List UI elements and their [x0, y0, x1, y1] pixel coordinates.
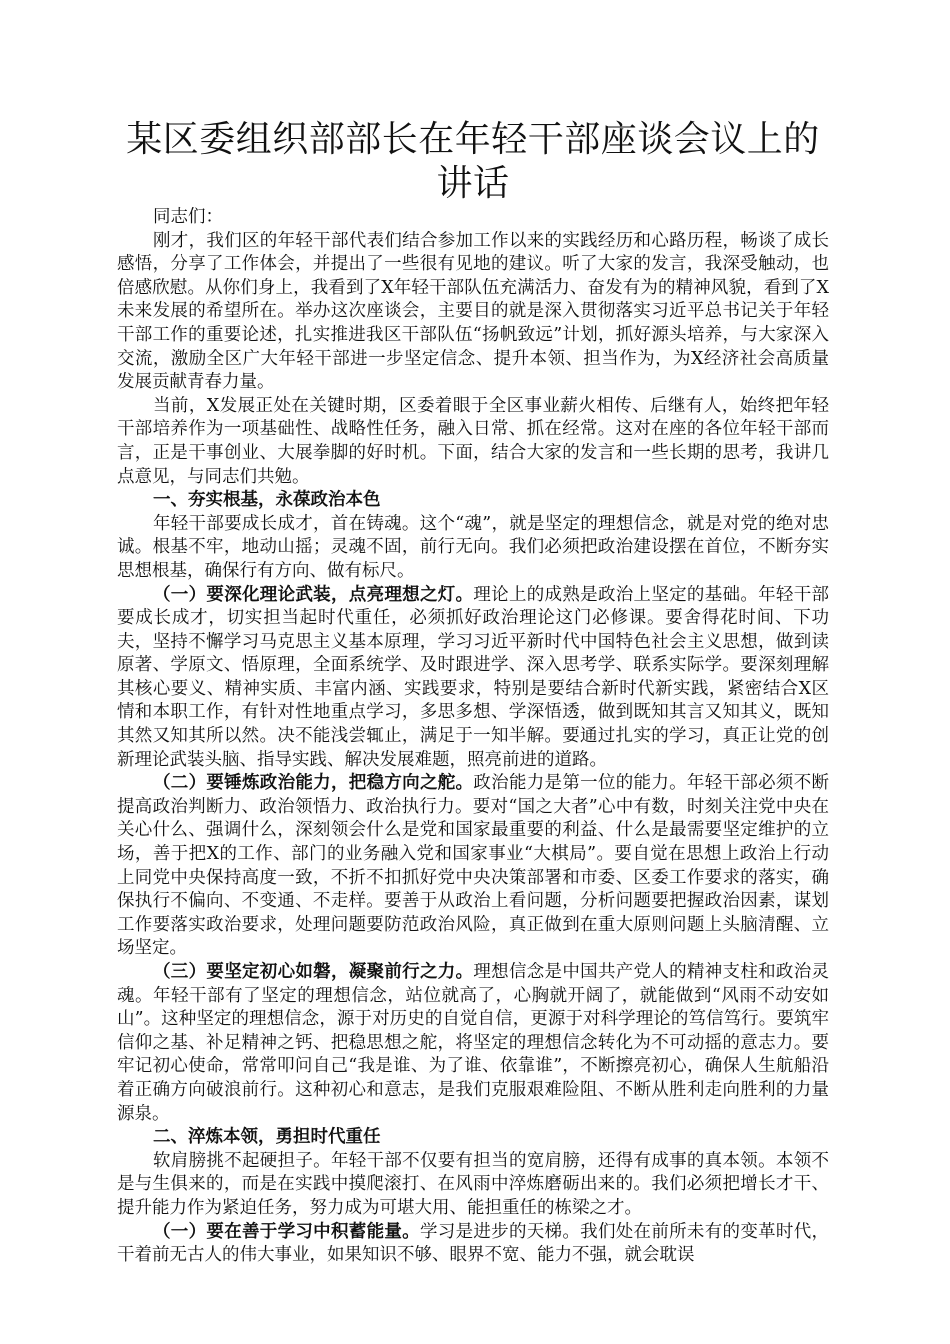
item-lead: （三）要坚定初心如磐，凝聚前行之力。 — [153, 962, 474, 982]
item-body: 学习是进步的天梯。我们处在前所未有的变革时代，干着前无古人的伟大事业，如果知识不够、眼界不宽、能力不强，就会耽误 — [117, 1221, 830, 1266]
salutation: 同志们： — [153, 207, 223, 227]
document-page — [117, 118, 829, 1268]
section-2-heading: 二、淬炼本领，勇担时代重任 — [153, 1127, 381, 1148]
context-paragraph: 当前，X发展正处在关键时期，区委着眼于全区事业薪火相传、后继有人，始终把年轻干部培养作为一项基础性、战略性任务，融入日常、抓在经常。这对在座的各位年轻干部而言，正是干事创业、大展拳脚的好时机。下面，结合大家的发言和一些长期的思考，我讲几点意见，与同志们共勉。 — [117, 395, 829, 487]
section-1-heading: 一、夯实根基，永葆政治本色 — [153, 490, 381, 511]
item-lead: （一）要深化理论武装，点亮理想之灯。 — [153, 584, 474, 605]
item-lead: （二）要锤炼政治能力，把稳方向之舵。 — [153, 773, 474, 794]
section-1-intro: 年轻干部要成长成才，首在铸魂。这个“魂”，就是坚定的理想信念，就是对党的绝对忠诚。根基不牢，地动山摇；灵魂不固，前行无向。我们必须把政治建设摆在首位，不断夯实思想根基，确保行有方向、做有标尺。 — [117, 513, 829, 581]
section-1-item-3 — [117, 961, 829, 1126]
item-lead: （一）要在善于学习中积蓄能量。 — [153, 1221, 420, 1242]
document-title: 某区委组织部部长在年轻干部座谈会议上的讲话 — [126, 119, 820, 204]
opening-paragraph: 刚才，我们区的年轻干部代表们结合参加工作以来的实践经历和心路历程，畅谈了成长感悟，分享了工作体会，并提出了一些很有见地的建议。听了大家的发言，我深受触动，也倍感欣慰。从你们身上，我看到了X年轻干部队伍充满活力、奋发有为的精神风貌，看到了X未来发展的希望所在。举办这次座谈会，主要目的就是深入贯彻落实习近平总书记关于年轻干部工作的重要论述，扎实推进我区干部队伍“扬帆致远”计划，抓好源头培养，与大家深入交流，激励全区广大年轻干部进一步坚定信念、提升本领、担当作为，为X经济社会高质量发展贡献青春力量。 — [117, 230, 829, 393]
section-1-item-1 — [117, 584, 829, 773]
item-body: 政治能力是第一位的能力。年轻干部必须不断提高政治判断力、政治领悟力、政治执行力。要对“国之大者”心中有数，时刻关注党中央在关心什么、强调什么，深刻领会什么是党和国家最重要的利益、什么是最需要坚定维护的立场，善于把X的工作、部门的业务融入党和国家事业“大棋局”。要自觉在思想上政治上行动上同党中央保持高度一致，不折不扣抓好党中央决策部署和市委、区委工作要求的落实，确保执行不偏向、不变通、不走样。要善于从政治上看问题，分析问题要把握政治因素，谋划工作要落实政治要求，处理问题要防范政治风险，真正做到在重大原则问题上头脑清醒、立场坚定。 — [117, 773, 830, 959]
item-body: 理论上的成熟是政治上坚定的基础。年轻干部要成长成才，切实担当起时代重任，必须抓好政治理论这门必修课。要舍得花时间、下功夫，坚持不懈学习马克思主义基本原理，学习习近平新时代中国特色社会主义思想，做到读原著、学原文、悟原理，全面系统学、及时跟进学、深入思考学、联系实际学。要深刻理解其核心要义、精神实质、丰富内涵、实践要求，特别是要结合新时代新实践，紧密结合X区情和本职工作，有针对性地重点学习，多思多想、学深悟透，做到既知其言又知其义，既知其然又知其所以然。决不能浅尝辄止，满足于一知半解。要通过扎实的学习，真正让党的创新理论武装头脑、指导实践、解决发展难题，照亮前进的道路。 — [117, 584, 830, 770]
item-body: 理想信念是中国共产党人的精神支柱和政治灵魂。年轻干部有了坚定的理想信念，站位就高了，心胸就开阔了，就能做到“风雨不动安如山”。这种坚定的理想信念，源于对历史的自觉自信，更源于对科学理论的笃信笃行。要筑牢信仰之基、补足精神之钙、把稳思想之舵，将坚定的理想信念转化为不可动摇的意志力。要牢记初心使命，常常叩问自己“我是谁、为了谁、依靠谁”，不断擦亮初心，确保人生航船沿着正确方向破浪前行。这种初心和意志，是我们克服艰难险阻、不断从胜利走向胜利的力量源泉。 — [117, 962, 830, 1124]
section-2-item-1 — [117, 1221, 829, 1268]
section-1-item-2 — [117, 772, 829, 961]
section-2-intro: 软肩膀挑不起硬担子。年轻干部不仅要有担当的宽肩膀，还得有成事的真本领。本领不是与生俱来的，而是在实践中摸爬滚打、在风雨中淬炼磨砺出来的。我们必须把增长才干、提升能力作为紧迫任务，努力成为可堪大用、能担重任的栋梁之才。 — [117, 1150, 829, 1218]
